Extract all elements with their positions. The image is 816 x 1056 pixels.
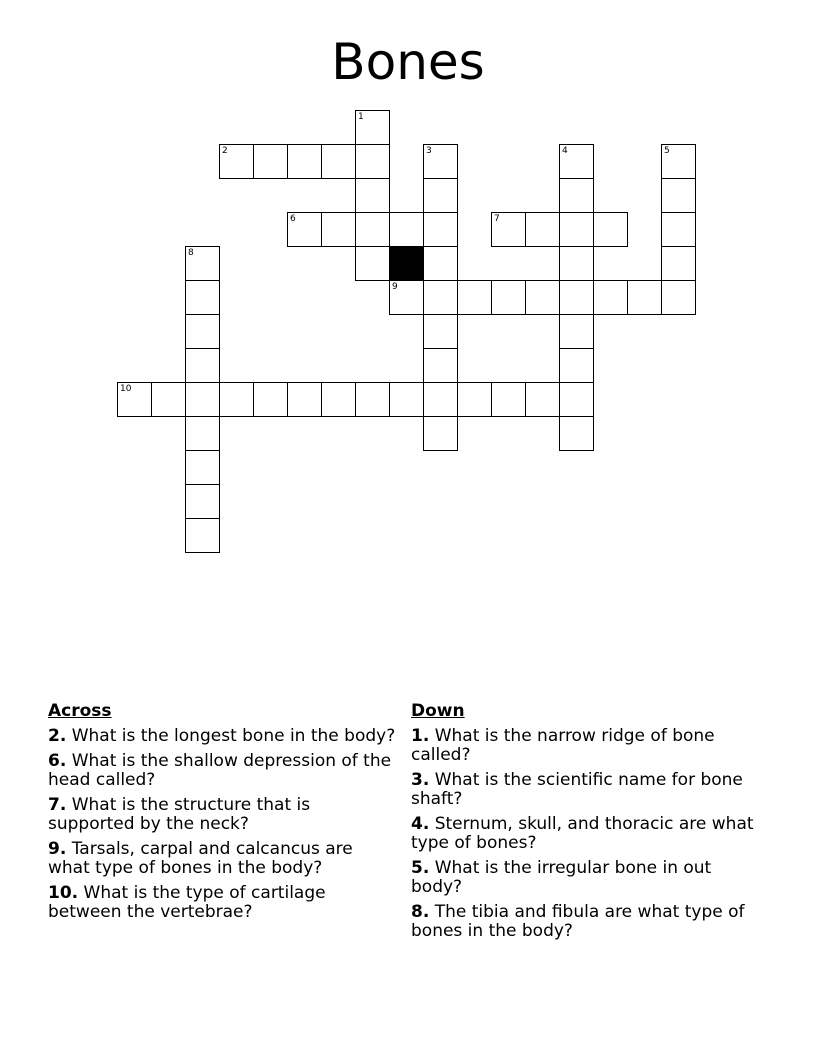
crossword-cell[interactable]: [219, 144, 254, 179]
crossword-cell[interactable]: [559, 382, 594, 417]
crossword-cell[interactable]: [355, 178, 390, 213]
clue-text: The tibia and fibula are what type of bones in the body?: [411, 902, 745, 941]
crossword-cell[interactable]: [559, 348, 594, 383]
across-clue-9: [48, 840, 398, 878]
down-clue-3: [411, 771, 761, 809]
clue-number: 5.: [411, 858, 430, 878]
crossword-cell[interactable]: [185, 382, 220, 417]
crossword-cell[interactable]: [525, 280, 560, 315]
clue-number: 8.: [411, 902, 430, 922]
crossword-cell[interactable]: [491, 212, 526, 247]
crossword-cell[interactable]: [627, 280, 662, 315]
crossword-cell[interactable]: [185, 450, 220, 485]
crossword-cell[interactable]: [559, 144, 594, 179]
crossword-cell[interactable]: [423, 144, 458, 179]
clue-text: What is the shallow depression of the head called?: [48, 751, 392, 790]
crossword-cell[interactable]: [185, 246, 220, 281]
crossword-cell[interactable]: [253, 382, 288, 417]
crossword-cell[interactable]: [185, 416, 220, 451]
crossword-cell[interactable]: [355, 110, 390, 145]
clue-text: What is the narrow ridge of bone called?: [411, 726, 715, 765]
crossword-cell[interactable]: [491, 382, 526, 417]
crossword-cell[interactable]: [355, 144, 390, 179]
crossword-cell[interactable]: [423, 178, 458, 213]
crossword-cell[interactable]: [423, 348, 458, 383]
crossword-cell[interactable]: [287, 212, 322, 247]
crossword-cell[interactable]: [457, 280, 492, 315]
crossword-cell[interactable]: [593, 212, 628, 247]
blocked-cell: [389, 246, 424, 281]
clue-text: Tarsals, carpal and calcancus are what type of bones in the body?: [48, 839, 353, 878]
across-clue-6: [48, 752, 398, 790]
crossword-cell[interactable]: [423, 382, 458, 417]
crossword-cell[interactable]: [559, 178, 594, 213]
cell-number: 9: [392, 282, 398, 292]
cell-number: 10: [120, 384, 132, 394]
crossword-cell[interactable]: [559, 280, 594, 315]
down-clues: [411, 702, 761, 947]
down-clue-1: [411, 727, 761, 765]
crossword-cell[interactable]: [219, 382, 254, 417]
crossword-cell[interactable]: [117, 382, 152, 417]
crossword-cell[interactable]: [355, 212, 390, 247]
crossword-cell[interactable]: [287, 144, 322, 179]
clue-text: What is the scientific name for bone shaft?: [411, 770, 743, 809]
clue-text: What is the type of cartilage between the vertebrae?: [48, 883, 326, 922]
crossword-cell[interactable]: [185, 280, 220, 315]
crossword-cell[interactable]: [661, 178, 696, 213]
cell-number: 7: [494, 214, 500, 224]
crossword-cell[interactable]: [423, 280, 458, 315]
clue-number: 4.: [411, 814, 430, 834]
down-clue-5: [411, 859, 761, 897]
crossword-cell[interactable]: [389, 382, 424, 417]
crossword-cell[interactable]: [185, 484, 220, 519]
across-clue-2: [48, 727, 398, 746]
across-heading: Across: [48, 701, 112, 721]
crossword-cell[interactable]: [185, 518, 220, 553]
crossword-cell[interactable]: [321, 144, 356, 179]
crossword-cell[interactable]: [559, 246, 594, 281]
crossword-cell[interactable]: [559, 314, 594, 349]
page-title: Bones: [331, 33, 485, 91]
clue-text: What is the structure that is supported by the neck?: [48, 795, 311, 834]
clue-text: What is the longest bone in the body?: [71, 726, 396, 746]
clue-number: 7.: [48, 795, 67, 815]
crossword-cell[interactable]: [661, 280, 696, 315]
clue-number: 6.: [48, 751, 67, 771]
crossword-cell[interactable]: [457, 382, 492, 417]
crossword-cell[interactable]: [491, 280, 526, 315]
crossword-cell[interactable]: [423, 416, 458, 451]
crossword-cell[interactable]: [287, 382, 322, 417]
crossword-cell[interactable]: [185, 348, 220, 383]
crossword-cell[interactable]: [389, 280, 424, 315]
crossword-cell[interactable]: [593, 280, 628, 315]
crossword-cell[interactable]: [525, 212, 560, 247]
crossword-cell[interactable]: [525, 382, 560, 417]
across-clue-10: [48, 884, 398, 922]
cell-number: 2: [222, 146, 228, 156]
crossword-cell[interactable]: [661, 144, 696, 179]
clue-number: 1.: [411, 726, 430, 746]
cell-number: 5: [664, 146, 670, 156]
cell-number: 6: [290, 214, 296, 224]
crossword-cell[interactable]: [185, 314, 220, 349]
crossword-cell[interactable]: [389, 212, 424, 247]
cell-number: 3: [426, 146, 432, 156]
cell-number: 8: [188, 248, 194, 258]
clue-text: Sternum, skull, and thoracic are what type of bones?: [411, 814, 754, 853]
down-clue-4: [411, 815, 761, 853]
clue-text: What is the irregular bone in out body?: [411, 858, 712, 897]
crossword-cell[interactable]: [661, 212, 696, 247]
across-clues: [48, 702, 398, 928]
crossword-cell[interactable]: [355, 382, 390, 417]
crossword-cell[interactable]: [253, 144, 288, 179]
clue-number: 2.: [48, 726, 67, 746]
crossword-cell[interactable]: [151, 382, 186, 417]
crossword-cell[interactable]: [321, 212, 356, 247]
clue-number: 3.: [411, 770, 430, 790]
crossword-cell[interactable]: [423, 314, 458, 349]
crossword-cell[interactable]: [559, 212, 594, 247]
crossword-cell[interactable]: [559, 416, 594, 451]
clue-number: 10.: [48, 883, 79, 903]
crossword-cell[interactable]: [661, 246, 696, 281]
across-clue-7: [48, 796, 398, 834]
cell-number: 1: [358, 112, 364, 122]
crossword-cell[interactable]: [321, 382, 356, 417]
down-clue-8: [411, 903, 761, 941]
clue-number: 9.: [48, 839, 67, 859]
crossword-cell[interactable]: [423, 246, 458, 281]
crossword-cell[interactable]: [423, 212, 458, 247]
crossword-cell[interactable]: [355, 246, 390, 281]
cell-number: 4: [562, 146, 568, 156]
down-heading: Down: [411, 701, 465, 721]
